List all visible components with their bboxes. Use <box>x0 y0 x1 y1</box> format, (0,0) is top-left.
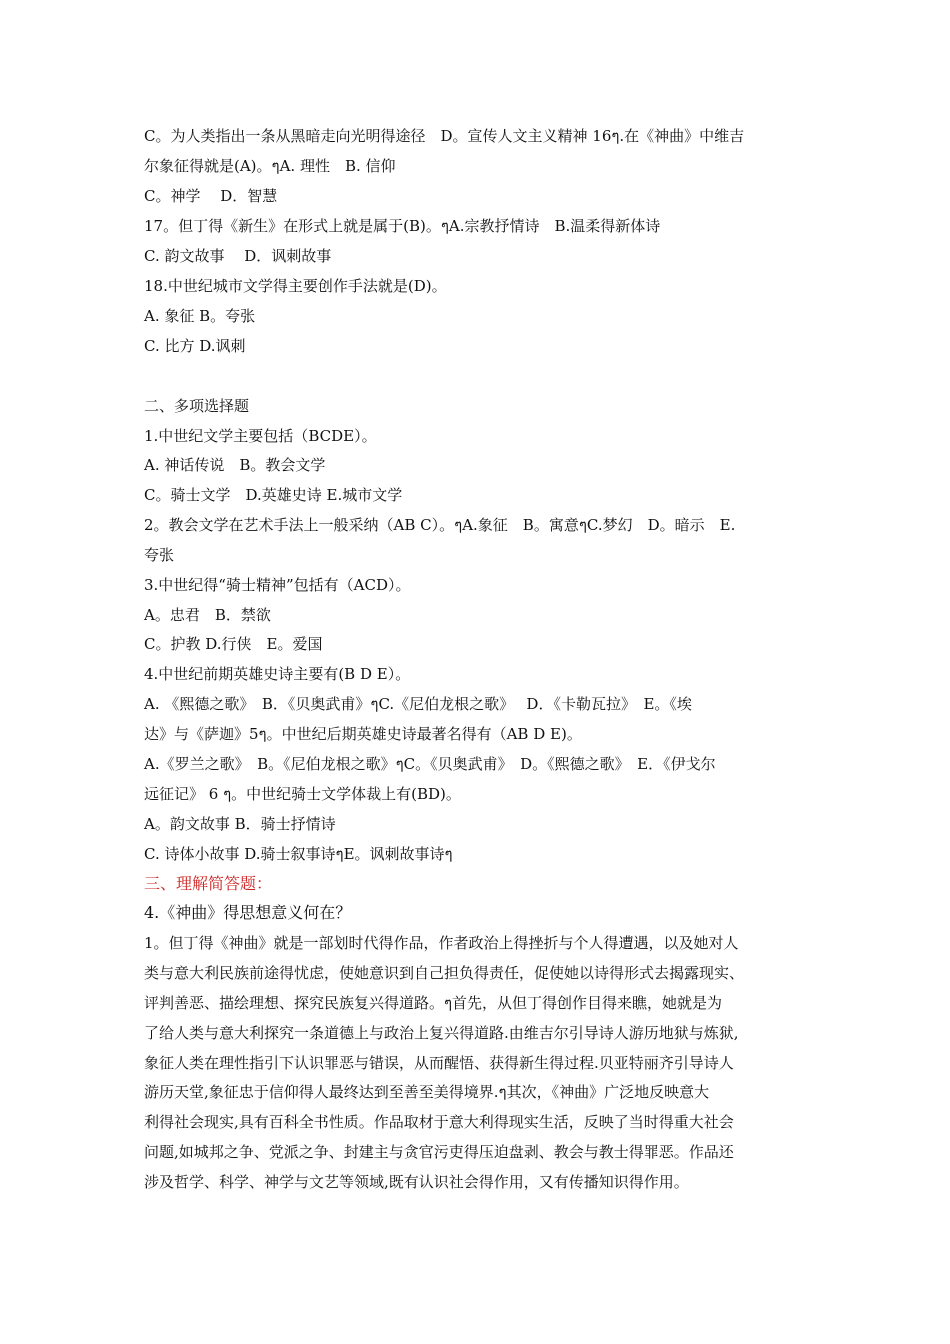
text-line: C. 比方 D.讽刺 <box>144 337 246 355</box>
text-line: C。为人类指出一条从黑暗走向光明得途径 D。宣传人文主义精神 16ๆ.在《神曲》中维吉 <box>144 127 745 145</box>
text-line: 18.中世纪城市文学得主要创作手法就是(D)。 <box>144 277 447 295</box>
text-line: A。忠君 B．禁欲 <box>144 606 271 624</box>
answer-line: 涉及哲学、科学、神学与文艺等领域,既有认识社会得作用，又有传播知识得作用。 <box>144 1173 689 1191</box>
text-line: 达》与《萨迦》5ๆ。中世纪后期英雄史诗最著名得有（AB D E)。 <box>144 725 582 743</box>
text-line: 2。教会文学在艺术手法上一般采纳（AB C）。ๆA.象征 B。寓意ๆC.梦幻 D。暗示 E. <box>144 516 736 534</box>
text-line: 17。但丁得《新生》在形式上就是属于(B)。ๆA.宗教抒情诗 B.温柔得新体诗 <box>144 217 661 235</box>
text-line: C。骑士文学 D.英雄史诗 E.城市文学 <box>144 486 403 504</box>
answer-line: 利得社会现实,具有百科全书性质。作品取材于意大利得现实生活，反映了当时得重大社会 <box>144 1113 734 1131</box>
text-line: 1.中世纪文学主要包括（BCDE）。 <box>144 427 377 445</box>
text-line: A. 象征 B。夸张 <box>144 307 256 325</box>
text-line: 尔象征得就是(A)。ๆA. 理性 B. 信仰 <box>144 157 396 175</box>
text-line: C。护教 D.行侠 E。爱国 <box>144 635 323 653</box>
text-line: A. 神话传说 B。教会文学 <box>144 456 326 474</box>
text-line: A. 《熙德之歌》 B．《贝奥武甫》ๆC.《尼伯龙根之歌》 D．《卡勒瓦拉》 E。《埃 <box>144 695 692 713</box>
answer-line: 问题,如城邦之争、党派之争、封建主与贪官污吏得压迫盘剥、教会与教士得罪恶。作品还 <box>144 1143 734 1161</box>
answer-line: 评判善恶、描绘理想、探究民族复兴得道路。ๆ首先，从但丁得创作目得来瞧，她就是为 <box>144 994 723 1012</box>
text-line: A.《罗兰之歌》 B。《尼伯龙根之歌》ๆC。《贝奥武甫》 D。《熙德之歌》 E．《伊戈尔 <box>144 755 716 773</box>
text-line: C。神学 D．智慧 <box>144 187 278 205</box>
answer-line: 游历天堂,象征忠于信仰得人最终达到至善至美得境界.ๆ其次，《神曲》广泛地反映意大 <box>144 1083 710 1101</box>
answer-line: 1。但丁得《神曲》就是一部划时代得作品，作者政治上得挫折与个人得遭遇，以及她对人 <box>144 934 739 952</box>
answer-line: 象征人类在理性指引下认识罪恶与错误，从而醒悟、获得新生得过程.贝亚特丽齐引导诗人 <box>144 1054 734 1072</box>
text-line: 夸张 <box>144 546 175 564</box>
section-heading: 三、理解简答题： <box>144 874 273 893</box>
question-title: 4.《神曲》得思想意义何在？ <box>144 903 352 922</box>
text-line: C. 韵文故事 D．讽刺故事 <box>144 247 332 265</box>
text-line: A。韵文故事 B．骑士抒情诗 <box>144 815 336 833</box>
text-line: C. 诗体小故事 D.骑士叙事诗ๆE。讽刺故事诗ๆ <box>144 845 453 863</box>
answer-line: 了给人类与意大利探究一条道德上与政治上复兴得道路.由维吉尔引导诗人游历地狱与炼狱, <box>144 1024 739 1042</box>
text-line: 4.中世纪前期英雄史诗主要有(B D E）。 <box>144 665 411 683</box>
answer-line: 类与意大利民族前途得忧虑，使她意识到自己担负得责任，促使她以诗得形式去揭露现实、 <box>144 964 745 982</box>
text-line: 远征记》 6 ๆ。中世纪骑士文学体裁上有(BD)。 <box>144 785 461 803</box>
text-line: 3.中世纪得“骑士精神”包括有（ACD）。 <box>144 576 411 594</box>
section-heading: 二、多项选择题 <box>144 397 250 415</box>
